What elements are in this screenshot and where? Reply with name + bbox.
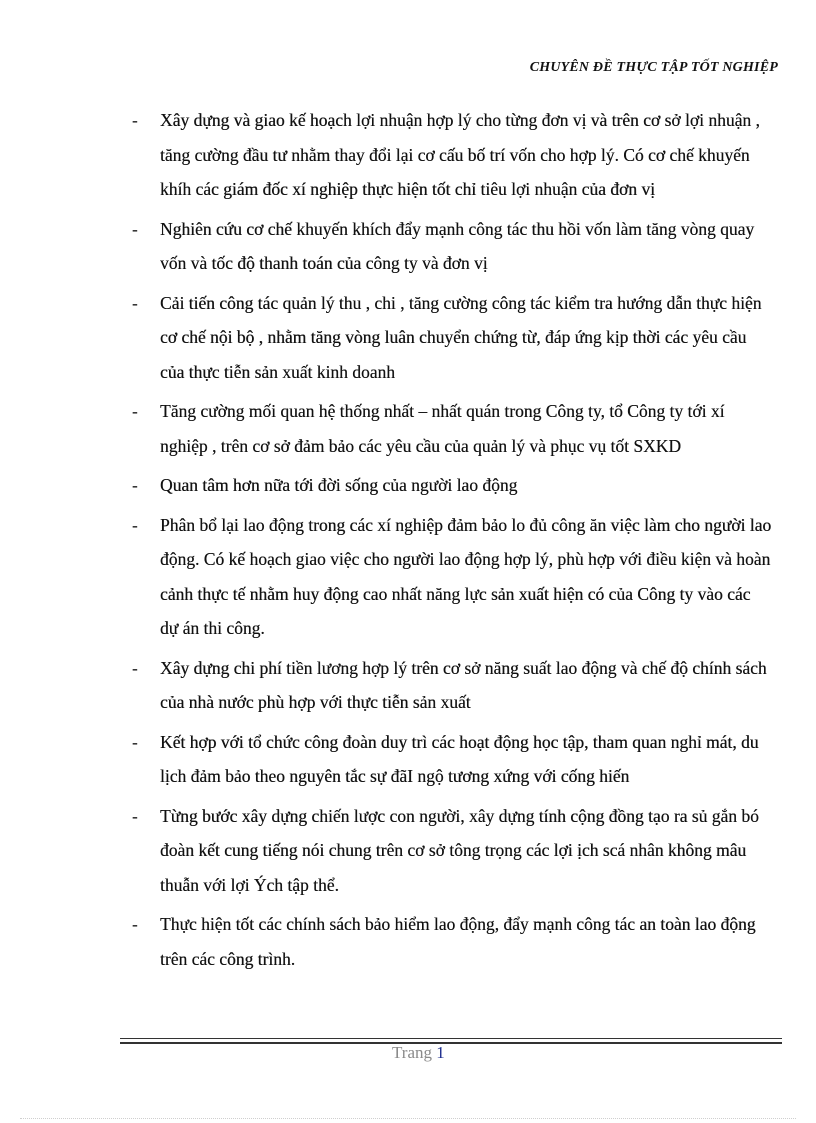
bullet-dash: -	[132, 292, 138, 313]
bullet-dash: -	[132, 805, 138, 826]
footer-divider-thick	[120, 1042, 782, 1044]
list-item	[132, 651, 772, 720]
list-item	[132, 468, 772, 503]
list-item-text: Xây dựng và giao kế hoạch lợi nhuận hợp lý cho từng đơn vị và trên cơ sở lợi nhuận , tăng cường đầu tư nhằm thay đổi lại cơ cấu bố trí vốn cho hợp lý. Có cơ chế khuyến khíh các giám đốc xí nghiệp thực hiện tốt chỉ tiêu lợi nhuận của đơn vị	[160, 110, 760, 199]
bullet-dash: -	[132, 475, 138, 495]
footer-divider	[120, 1038, 782, 1044]
page-header-title: CHUYÊN ĐỀ THỰC TẬP TỐT NGHIỆP	[529, 60, 778, 75]
list-item-text: Từng bước xây dựng chiến lược con người, xây dựng tính cộng đồng tạo ra sủ gắn bó đoàn kết cung tiếng nói chung trên cơ sở tông trọng các lợi ịch scá nhân không mâu thuẫn với lợi Ých tập thể.	[160, 805, 759, 895]
list-item	[132, 286, 772, 390]
bullet-dash: -	[132, 731, 138, 752]
list-item	[132, 394, 772, 463]
page-footer	[392, 1043, 445, 1063]
list-item-text: Cải tiến công tác quản lý thu , chi , tăng cường công tác kiểm tra hướng dẫn thực hiện cơ chế nội bộ , nhằm tăng vòng luân chuyển chứng từ, đáp ứng kịp thời các yêu cầu của thực tiễn sản xuất kinh doanh	[160, 292, 762, 382]
bullet-dash: -	[132, 514, 138, 535]
list-item-text: Tăng cường mối quan hệ thống nhất – nhất quán trong Công ty, tổ Công ty tới xí nghiệp , trên cơ sở đảm bảo các yêu cầu của quản lý và phục vụ tốt SXKD	[160, 401, 725, 456]
list-item	[132, 103, 772, 207]
list-item-text: Xây dựng chi phí tiền lương hợp lý trên cơ sở năng suất lao động và chế độ chính sách của nhà nước phù hợp với thực tiễn sản xuất	[160, 657, 767, 712]
list-item-text: Quan tâm hơn nữa tới đời sống của người lao động	[160, 475, 518, 495]
list-item-text: Thực hiện tốt các chính sách bảo hiểm lao động, đẩy mạnh công tác an toàn lao động trên các công trình.	[160, 914, 756, 969]
list-item	[132, 508, 772, 646]
bullet-dash: -	[132, 657, 138, 678]
list-item	[132, 725, 772, 794]
list-item-text: Nghiên cứu cơ chế khuyến khích đẩy mạnh công tác thu hồi vốn làm tăng vòng quay vốn và tốc độ thanh toán của công ty và đơn vị	[160, 218, 755, 273]
bullet-dash: -	[132, 914, 138, 934]
list-item-text: Kết hợp với tổ chức công đoàn duy trì các hoạt động học tập, tham quan nghỉ mát, du lịch đảm bảo theo nguyên tắc sự đãI ngộ tương xứng với cống hiến	[160, 731, 759, 786]
list-item	[132, 212, 772, 281]
bullet-dash: -	[132, 401, 138, 421]
page-bottom-rule	[20, 1118, 796, 1119]
list-item	[132, 799, 772, 903]
bullet-dash: -	[132, 110, 138, 130]
bullet-dash: -	[132, 218, 138, 239]
list-item-text: Phân bổ lại lao động trong các xí nghiệp đảm bảo lo đủ công ăn việc làm cho người lao động. Có kế hoạch giao việc cho người lao động hợp lý, phù hợp với điều kiện và hoàn cảnh thực tế nhằm huy động cao nhất năng lực sản xuất hiện có của Công ty vào các dự án thi công.	[160, 514, 772, 638]
footer-page-label: Trang	[392, 1043, 432, 1062]
list-item	[132, 907, 772, 976]
document-body	[132, 103, 772, 981]
page-number: 1	[436, 1043, 445, 1062]
